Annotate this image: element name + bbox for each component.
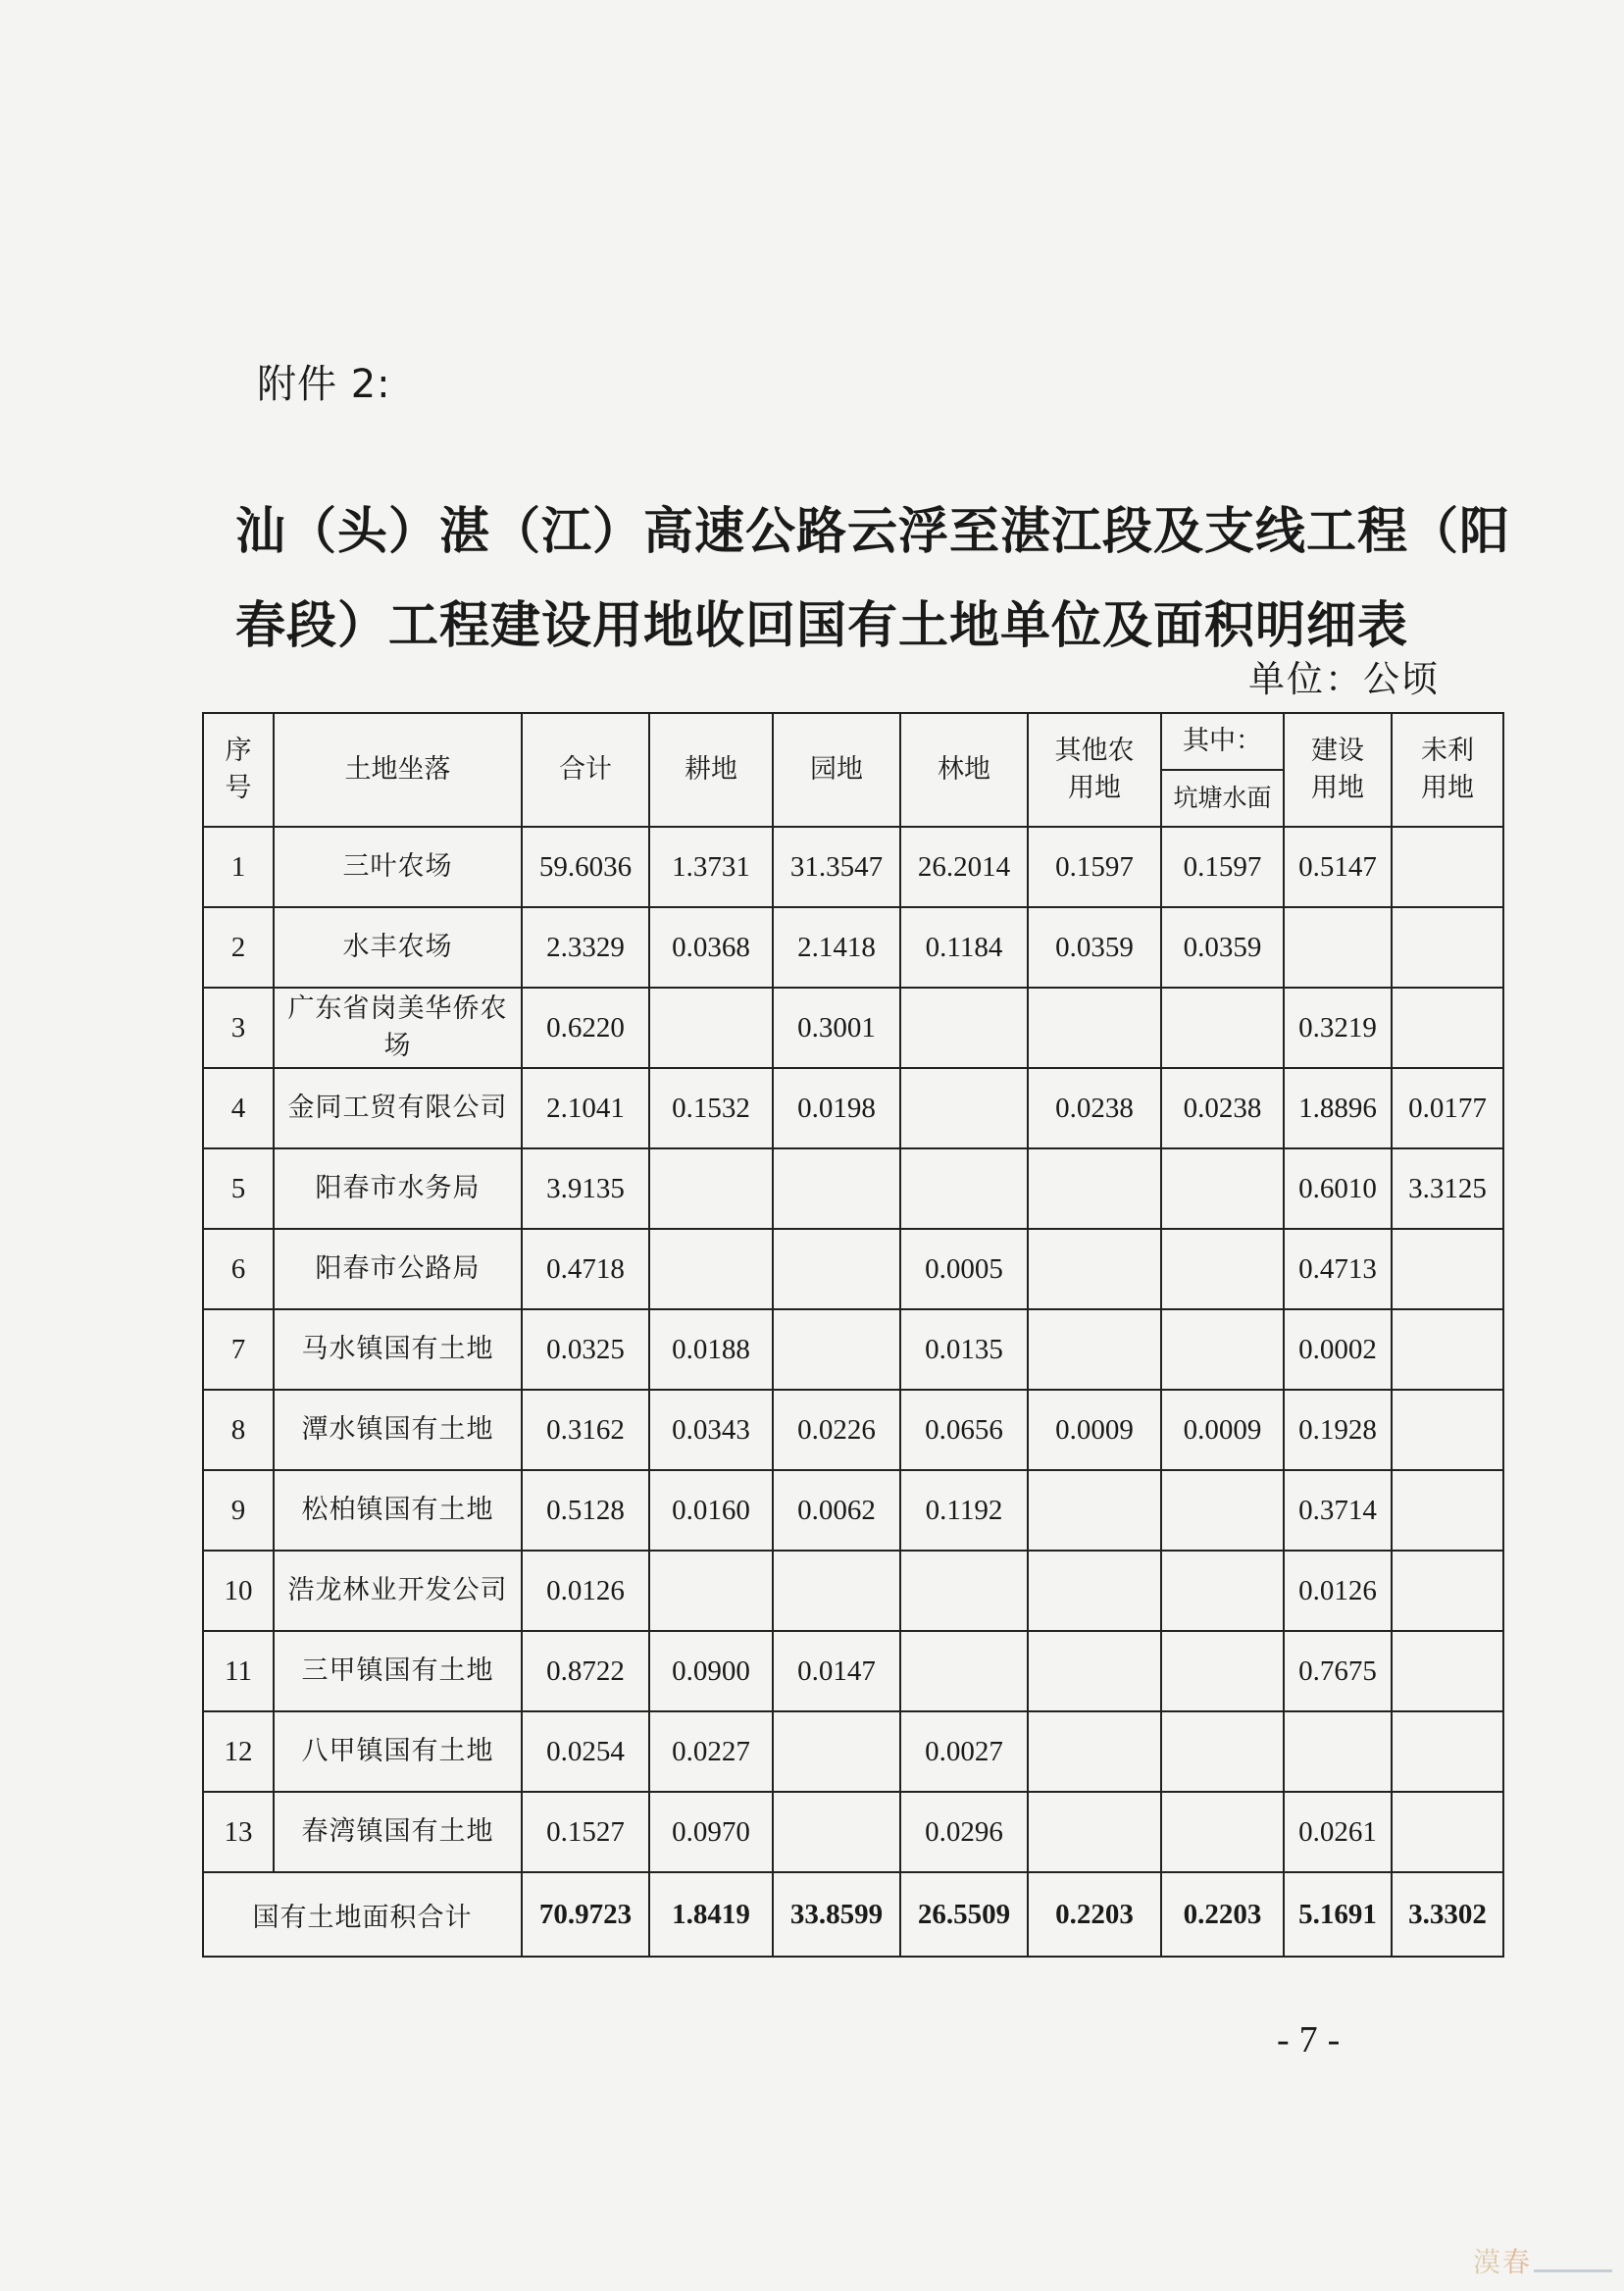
row-farmland-cell: 0.0900 — [649, 1631, 773, 1711]
row-index-cell: 6 — [203, 1229, 274, 1309]
table-row — [203, 1631, 1503, 1711]
row-total-cell: 0.6220 — [522, 988, 649, 1068]
row-garden-cell — [773, 1148, 900, 1229]
table-row — [203, 1711, 1503, 1792]
row-total-cell: 0.0126 — [522, 1551, 649, 1631]
row-location-text: 阳春市水务局 — [315, 1173, 481, 1203]
row-location-text: 马水镇国有土地 — [301, 1334, 494, 1364]
land-area-table — [202, 712, 1504, 1958]
row-garden-cell — [773, 1551, 900, 1631]
row-forest-cell: 26.2014 — [900, 827, 1028, 907]
row-garden-cell — [773, 1309, 900, 1390]
row-location-text: 三甲镇国有土地 — [301, 1655, 494, 1686]
row-construction-cell: 0.1928 — [1284, 1390, 1392, 1470]
row-total-cell: 0.3162 — [522, 1390, 649, 1470]
table-row — [203, 1792, 1503, 1872]
row-farmland-cell: 0.0368 — [649, 907, 773, 988]
table-row — [203, 1068, 1503, 1148]
row-total-cell: 2.3329 — [522, 907, 649, 988]
row-pond-cell: 0.1597 — [1161, 827, 1284, 907]
row-forest-cell: 0.1192 — [900, 1470, 1028, 1551]
total-garden-cell: 33.8599 — [773, 1872, 900, 1957]
row-pond-cell — [1161, 988, 1284, 1068]
row-garden-cell: 0.3001 — [773, 988, 900, 1068]
table-row — [203, 1470, 1503, 1551]
row-unused-cell — [1392, 1631, 1503, 1711]
row-location-cell — [274, 1792, 522, 1872]
row-total-cell: 0.0325 — [522, 1309, 649, 1390]
row-location-text: 春湾镇国有土地 — [301, 1816, 494, 1847]
row-unused-cell — [1392, 907, 1503, 988]
row-pond-cell — [1161, 1792, 1284, 1872]
row-location-cell — [274, 1148, 522, 1229]
row-farmland-cell: 0.0160 — [649, 1470, 773, 1551]
row-construction-cell: 0.3219 — [1284, 988, 1392, 1068]
row-location-cell — [274, 907, 522, 988]
total-forest-cell: 26.5509 — [900, 1872, 1028, 1957]
table-total-row — [203, 1872, 1503, 1957]
row-construction-cell: 0.6010 — [1284, 1148, 1392, 1229]
row-unused-cell — [1392, 1309, 1503, 1390]
row-farmland-cell: 0.0188 — [649, 1309, 773, 1390]
header-of-which: 其中： — [1161, 713, 1284, 770]
row-total-cell: 0.4718 — [522, 1229, 649, 1309]
row-location-cell — [274, 1229, 522, 1309]
row-pond-cell — [1161, 1309, 1284, 1390]
row-unused-cell — [1392, 827, 1503, 907]
row-index-cell: 3 — [203, 988, 274, 1068]
header-pond: 坑塘水面 — [1161, 770, 1284, 827]
row-farmland-cell: 0.0227 — [649, 1711, 773, 1792]
row-garden-cell — [773, 1711, 900, 1792]
row-other-agri-cell — [1028, 1309, 1161, 1390]
table-body — [203, 827, 1503, 1957]
row-farmland-cell: 1.3731 — [649, 827, 773, 907]
total-other-agri-cell: 0.2203 — [1028, 1872, 1161, 1957]
table-row — [203, 1309, 1503, 1390]
row-garden-cell — [773, 1229, 900, 1309]
row-construction-cell: 0.3714 — [1284, 1470, 1392, 1551]
total-total-cell: 70.9723 — [522, 1872, 649, 1957]
row-forest-cell: 0.0656 — [900, 1390, 1028, 1470]
svg-text:漠: 漠 — [1473, 2246, 1501, 2278]
row-unused-cell — [1392, 1792, 1503, 1872]
row-pond-cell — [1161, 1631, 1284, 1711]
total-label-cell: 国有土地面积合计 — [203, 1872, 522, 1957]
row-total-cell: 3.9135 — [522, 1148, 649, 1229]
row-index-cell: 10 — [203, 1551, 274, 1631]
row-location-text: 八甲镇国有土地 — [301, 1736, 494, 1766]
row-garden-cell: 0.0226 — [773, 1390, 900, 1470]
row-location-cell — [274, 1470, 522, 1551]
row-index-cell: 2 — [203, 907, 274, 988]
total-pond-cell: 0.2203 — [1161, 1872, 1284, 1957]
document-title — [235, 485, 1511, 674]
row-pond-cell — [1161, 1551, 1284, 1631]
website-watermark-logo — [1469, 2240, 1616, 2285]
row-construction-cell: 0.0126 — [1284, 1551, 1392, 1631]
row-farmland-cell: 0.0970 — [649, 1792, 773, 1872]
row-location-text: 松柏镇国有土地 — [301, 1495, 494, 1525]
row-other-agri-cell — [1028, 1711, 1161, 1792]
row-location-cell — [274, 1711, 522, 1792]
row-other-agri-cell — [1028, 1792, 1161, 1872]
table-row — [203, 827, 1503, 907]
title-line-1: 汕（头）湛（江）高速公路云浮至湛江段及支线工程（阳 — [235, 503, 1511, 561]
row-garden-cell: 0.0198 — [773, 1068, 900, 1148]
row-location-text: 广东省岗美华侨农场 — [287, 993, 508, 1061]
row-total-cell: 0.5128 — [522, 1470, 649, 1551]
row-location-cell — [274, 1551, 522, 1631]
row-other-agri-cell — [1028, 1470, 1161, 1551]
row-location-text: 浩龙林业开发公司 — [287, 1575, 508, 1605]
row-unused-cell — [1392, 1711, 1503, 1792]
row-pond-cell: 0.0359 — [1161, 907, 1284, 988]
row-forest-cell — [900, 1068, 1028, 1148]
row-location-text: 水丰农场 — [342, 932, 453, 962]
row-total-cell: 59.6036 — [522, 827, 649, 907]
total-unused-cell: 3.3302 — [1392, 1872, 1503, 1957]
row-forest-cell: 0.0005 — [900, 1229, 1028, 1309]
row-forest-cell — [900, 1551, 1028, 1631]
row-location-text: 三叶农场 — [342, 851, 453, 882]
header-location: 土地坐落 — [274, 713, 522, 827]
table-header-row — [203, 713, 1503, 770]
header-garden: 园地 — [773, 713, 900, 827]
row-pond-cell — [1161, 1229, 1284, 1309]
row-index-cell: 11 — [203, 1631, 274, 1711]
row-farmland-cell — [649, 988, 773, 1068]
row-index-cell: 5 — [203, 1148, 274, 1229]
row-location-cell — [274, 1631, 522, 1711]
row-other-agri-cell — [1028, 1148, 1161, 1229]
row-other-agri-cell: 0.1597 — [1028, 827, 1161, 907]
header-total: 合计 — [522, 713, 649, 827]
svg-text:春: 春 — [1502, 2246, 1531, 2278]
row-index-cell: 1 — [203, 827, 274, 907]
row-construction-cell: 1.8896 — [1284, 1068, 1392, 1148]
header-other-agri: 其他农用地 — [1028, 713, 1161, 827]
row-other-agri-cell — [1028, 1631, 1161, 1711]
row-other-agri-cell: 0.0359 — [1028, 907, 1161, 988]
row-other-agri-cell: 0.0238 — [1028, 1068, 1161, 1148]
table-row — [203, 1148, 1503, 1229]
row-index-cell: 4 — [203, 1068, 274, 1148]
row-location-text: 金同工贸有限公司 — [287, 1093, 508, 1123]
row-pond-cell: 0.0238 — [1161, 1068, 1284, 1148]
row-forest-cell: 0.0296 — [900, 1792, 1028, 1872]
unit-label: 单位：公顷 — [1248, 658, 1440, 700]
row-garden-cell: 0.0062 — [773, 1470, 900, 1551]
row-location-cell — [274, 1390, 522, 1470]
row-index-cell: 12 — [203, 1711, 274, 1792]
attachment-label: 附件 2: — [257, 362, 391, 407]
row-index-cell: 9 — [203, 1470, 274, 1551]
row-construction-cell — [1284, 907, 1392, 988]
row-other-agri-cell — [1028, 1551, 1161, 1631]
row-farmland-cell — [649, 1551, 773, 1631]
row-forest-cell — [900, 988, 1028, 1068]
row-pond-cell — [1161, 1711, 1284, 1792]
row-location-cell — [274, 1309, 522, 1390]
header-unused: 未利用地 — [1392, 713, 1503, 827]
title-line-2: 春段）工程建设用地收回国有土地单位及面积明细表 — [235, 597, 1409, 655]
header-forest: 林地 — [900, 713, 1028, 827]
row-garden-cell: 2.1418 — [773, 907, 900, 988]
row-forest-cell — [900, 1148, 1028, 1229]
row-index-cell: 8 — [203, 1390, 274, 1470]
row-farmland-cell: 0.0343 — [649, 1390, 773, 1470]
row-total-cell: 0.0254 — [522, 1711, 649, 1792]
row-garden-cell — [773, 1792, 900, 1872]
row-location-cell — [274, 827, 522, 907]
table-row — [203, 907, 1503, 988]
table-row — [203, 1229, 1503, 1309]
header-index: 序号 — [203, 713, 274, 827]
row-construction-cell: 0.4713 — [1284, 1229, 1392, 1309]
row-unused-cell — [1392, 1551, 1503, 1631]
row-location-cell — [274, 1068, 522, 1148]
row-location-cell — [274, 988, 522, 1068]
row-index-cell: 13 — [203, 1792, 274, 1872]
table-row — [203, 988, 1503, 1068]
row-other-agri-cell: 0.0009 — [1028, 1390, 1161, 1470]
row-pond-cell — [1161, 1470, 1284, 1551]
row-location-text: 潭水镇国有土地 — [301, 1414, 494, 1445]
row-forest-cell: 0.0135 — [900, 1309, 1028, 1390]
row-pond-cell — [1161, 1148, 1284, 1229]
row-garden-cell: 31.3547 — [773, 827, 900, 907]
row-other-agri-cell — [1028, 1229, 1161, 1309]
row-unused-cell: 0.0177 — [1392, 1068, 1503, 1148]
row-construction-cell: 0.0002 — [1284, 1309, 1392, 1390]
row-unused-cell — [1392, 988, 1503, 1068]
row-total-cell: 2.1041 — [522, 1068, 649, 1148]
row-forest-cell: 0.0027 — [900, 1711, 1028, 1792]
table-row — [203, 1390, 1503, 1470]
row-unused-cell — [1392, 1390, 1503, 1470]
row-garden-cell: 0.0147 — [773, 1631, 900, 1711]
row-other-agri-cell — [1028, 988, 1161, 1068]
row-unused-cell — [1392, 1470, 1503, 1551]
row-forest-cell: 0.1184 — [900, 907, 1028, 988]
row-total-cell: 0.8722 — [522, 1631, 649, 1711]
page-number: -7- — [1277, 2019, 1350, 2061]
row-construction-cell — [1284, 1711, 1392, 1792]
row-construction-cell: 0.5147 — [1284, 827, 1392, 907]
header-farmland: 耕地 — [649, 713, 773, 827]
row-location-text: 阳春市公路局 — [315, 1253, 481, 1284]
row-farmland-cell: 0.1532 — [649, 1068, 773, 1148]
total-farmland-cell: 1.8419 — [649, 1872, 773, 1957]
row-farmland-cell — [649, 1229, 773, 1309]
row-construction-cell: 0.0261 — [1284, 1792, 1392, 1872]
row-pond-cell: 0.0009 — [1161, 1390, 1284, 1470]
row-index-cell: 7 — [203, 1309, 274, 1390]
table-row — [203, 1551, 1503, 1631]
row-forest-cell — [900, 1631, 1028, 1711]
row-farmland-cell — [649, 1148, 773, 1229]
row-construction-cell: 0.7675 — [1284, 1631, 1392, 1711]
row-total-cell: 0.1527 — [522, 1792, 649, 1872]
header-construction: 建设用地 — [1284, 713, 1392, 827]
total-construction-cell: 5.1691 — [1284, 1872, 1392, 1957]
row-unused-cell — [1392, 1229, 1503, 1309]
row-unused-cell: 3.3125 — [1392, 1148, 1503, 1229]
